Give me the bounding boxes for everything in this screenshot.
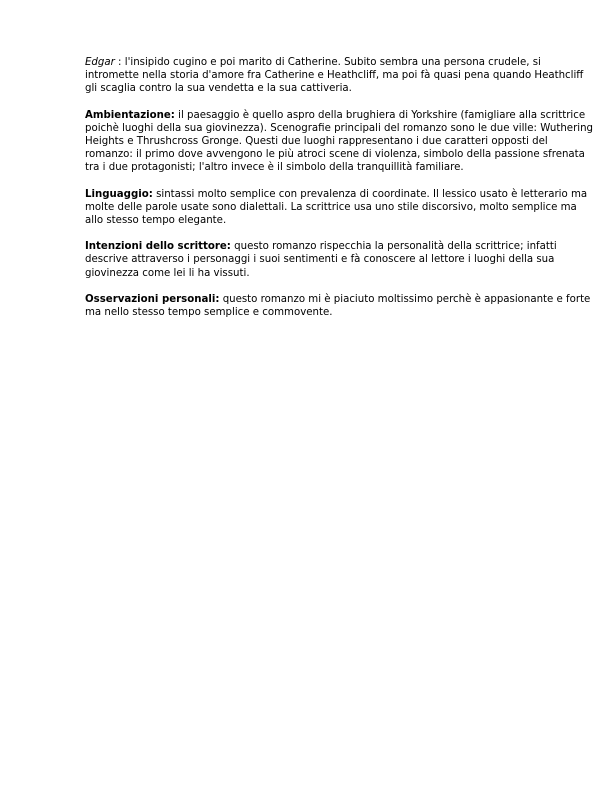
term-separator: : (114, 57, 125, 68)
paragraph-text: il paesaggio è quello aspro della brughiera di Yorkshire (famigliare alla scrittrice (178, 109, 586, 121)
paragraph-line: ma nello stesso tempo semplice e commovente. (85, 307, 333, 319)
paragraph-line (85, 56, 575, 69)
section-heading: Osservazioni personali: (85, 293, 220, 305)
paragraph-line: gli scaglia contro la sua vendetta e la sua cattiveria. (85, 83, 352, 95)
paragraph-ambientazione (85, 109, 594, 175)
paragraph-line (85, 293, 591, 306)
section-heading: Linguaggio: (85, 188, 153, 200)
paragraph-text: l'insipido cugino e poi marito di Catherine. Subito sembra una persona crudele, si (124, 57, 541, 68)
section-heading: Ambientazione: (85, 109, 175, 121)
paragraph-line: romanzo: il primo dove avvengono le più atroci scene di violenza, simbolo della passione sfrenata (85, 149, 585, 161)
paragraph-intenzioni (85, 240, 575, 280)
paragraph-text: questo romanzo rispecchia la personalità della scrittrice; infatti (234, 241, 557, 253)
section-heading: Intenzioni dello scrittore: (85, 241, 231, 253)
paragraph-line: poichè luoghi della sua giovinezza). Scenografie principali del romanzo sono le due ville: Wuthering (85, 122, 594, 134)
paragraph-line (85, 240, 575, 253)
paragraph-line (85, 109, 586, 122)
paragraph-text: sintassi molto semplice con prevalenza di coordinate. Il lessico usato è letterario ma (156, 188, 588, 200)
paragraph-line: intromette nella storia d'amore fra Catherine e Heathcliff, ma poi fà quasi pena quando Heathcliff (85, 70, 584, 82)
paragraph-osservazioni (85, 293, 591, 319)
paragraph-line (85, 188, 588, 201)
paragraph-line: allo stesso tempo elegante. (85, 215, 227, 227)
paragraph-line: Heights e Thrushcross Gronge. Questi due luoghi rappresentano i due caratteri opposti del (85, 136, 548, 148)
document-body (85, 56, 594, 332)
paragraph-line: giovinezza come lei li ha vissuti. (85, 267, 250, 279)
character-name: Edgar (85, 57, 115, 68)
paragraph-edgar (85, 56, 584, 96)
paragraph-linguaggio (85, 188, 588, 228)
paragraph-line: tra i due protagonisti; l'altro invece è il simbolo della tranquillità familiare. (85, 162, 464, 174)
paragraph-line: molte delle parole usate sono dialettali. La scrittrice usa uno stile discorsivo, molto semplice ma (85, 201, 577, 213)
paragraph-text: questo romanzo mi è piaciuto moltissimo perchè è appasionante e forte (222, 293, 591, 305)
paragraph-line: descrive attraverso i personaggi i suoi sentimenti e fà conoscere al lettore i luoghi della sua (85, 254, 555, 266)
